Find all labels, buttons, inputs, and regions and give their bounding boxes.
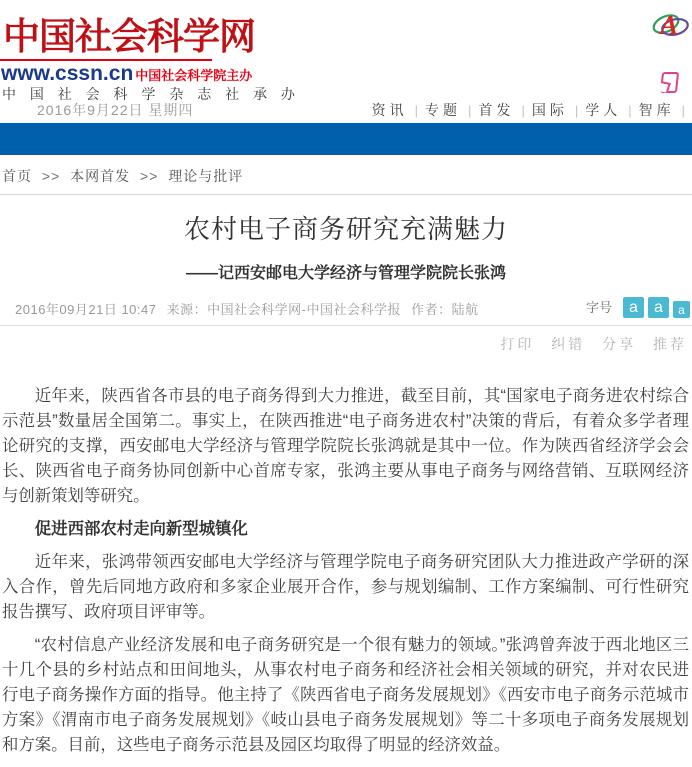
organizer-label: 中国社会科学院主办 <box>135 68 253 83</box>
source-name: 中国社会科学网-中国社会科学报 <box>207 302 401 317</box>
article-body <box>0 384 692 758</box>
font-size-controls <box>586 297 690 318</box>
paragraph: 近年来，陕西省各市县的电子商务得到大力推进，截至目前，其“国家电子商务进农村综合示范县”数量居全国第二。事实上，在陕西推进“电子商务进农村”决策的背后，有着众多学者理论研究的支撑，西安邮电大学经济与管理学院院长张鸿就是其中一位。作为陕西省经济学会会长、陕西省电子商务协同创新中心首席专家，张鸿主要从事电子商务与网络营销、互联网经济与创新策划等研究。 <box>2 387 689 505</box>
nav-separator <box>415 103 418 118</box>
nav-separator <box>575 103 578 118</box>
font-size-medium-button[interactable]: a <box>648 297 669 318</box>
site-header <box>0 0 692 123</box>
header-blue-bar <box>0 123 692 155</box>
share-button[interactable]: 分享 <box>602 336 637 352</box>
breadcrumb-first-release[interactable]: 本网首发 <box>70 168 131 184</box>
site-url[interactable]: www.cssn.cn <box>1 62 134 85</box>
nav-item-news[interactable]: 资讯 <box>371 102 408 118</box>
site-url-row <box>1 62 252 86</box>
paragraph: “农村信息产业经济发展和电子商务研究是一个很有魅力的领域。”张鸿曾奔波于西北地区三十几个县的乡村站点和田间地头，从事农村电子商务和经济社会相关领域的研究，并对农民进行电子商务操作方面的指导。他主持了《陕西省电子商务发展规划》《西安市电子商务示范城市方案》《渭南市电子商务发展规划》《岐山县电子商务发展规划》等二十多项电子商务发展规划和方案。目前，这些电子商务示范县及园区均取得了明显的经济效益。 <box>2 636 689 754</box>
author-label: 作者： <box>411 302 452 317</box>
article-meta-row <box>0 297 692 325</box>
font-size-label: 字号 <box>585 300 612 315</box>
current-date: 2016年9月22日 星期四 <box>37 102 194 118</box>
cass-emblem-icon <box>652 7 690 41</box>
paragraph: 近年来，张鸿带领西安邮电大学经济与管理学院电子商务研究团队大力推进政产学研的深入合作，曾先后同地方政府和多家企业展开合作，参与规划编制、工作方案编制、可行性研究报告撰写、政府项目评审等。 <box>2 553 689 621</box>
nav-item-first-release[interactable]: 首发 <box>478 102 515 118</box>
nav-item-scholars[interactable]: 学人 <box>585 102 622 118</box>
print-button[interactable]: 打印 <box>500 336 535 352</box>
publish-date: 2016年09月21日 10:47 <box>15 302 157 317</box>
mobile-page-icon[interactable] <box>660 72 679 93</box>
report-error-button[interactable]: 纠错 <box>551 336 586 352</box>
undertaker-label: 中 国 社 会 科 学 杂 志 社 承 办 <box>2 86 300 102</box>
topbar <box>0 99 692 121</box>
article-subtitle: ——记西安邮电大学经济与管理学院院长张鸿 <box>185 265 506 282</box>
svg-text:A: A <box>660 10 679 40</box>
author-name: 陆航 <box>451 302 479 317</box>
nav-separator <box>468 103 471 118</box>
article-actions <box>0 326 692 354</box>
article-title: 农村电子商务研究充满魅力 <box>183 214 508 244</box>
font-size-small-button[interactable]: a <box>673 301 690 318</box>
section-heading: 促进西部农村走向新型城镇化 <box>34 520 248 538</box>
breadcrumb-home[interactable]: 首页 <box>2 168 32 184</box>
article-meta <box>15 299 485 318</box>
breadcrumb <box>0 155 692 195</box>
font-size-large-button[interactable]: a <box>623 297 644 318</box>
nav-separator <box>682 103 685 118</box>
breadcrumb-category[interactable]: 理论与批评 <box>168 168 244 184</box>
breadcrumb-separator: >> <box>140 168 159 184</box>
nav-separator <box>628 103 631 118</box>
logo-underline <box>0 59 212 61</box>
nav-item-international[interactable]: 国际 <box>531 102 568 118</box>
recommend-button[interactable]: 推荐 <box>653 336 687 352</box>
nav-item-topics[interactable]: 专题 <box>425 102 462 118</box>
nav-separator <box>521 103 524 118</box>
source-label: 来源： <box>166 302 208 317</box>
top-nav <box>372 100 692 120</box>
nav-item-thinktank[interactable]: 智库 <box>638 102 675 118</box>
breadcrumb-separator: >> <box>41 168 61 184</box>
site-logo-text[interactable]: 中国社会科学网 <box>3 14 255 58</box>
